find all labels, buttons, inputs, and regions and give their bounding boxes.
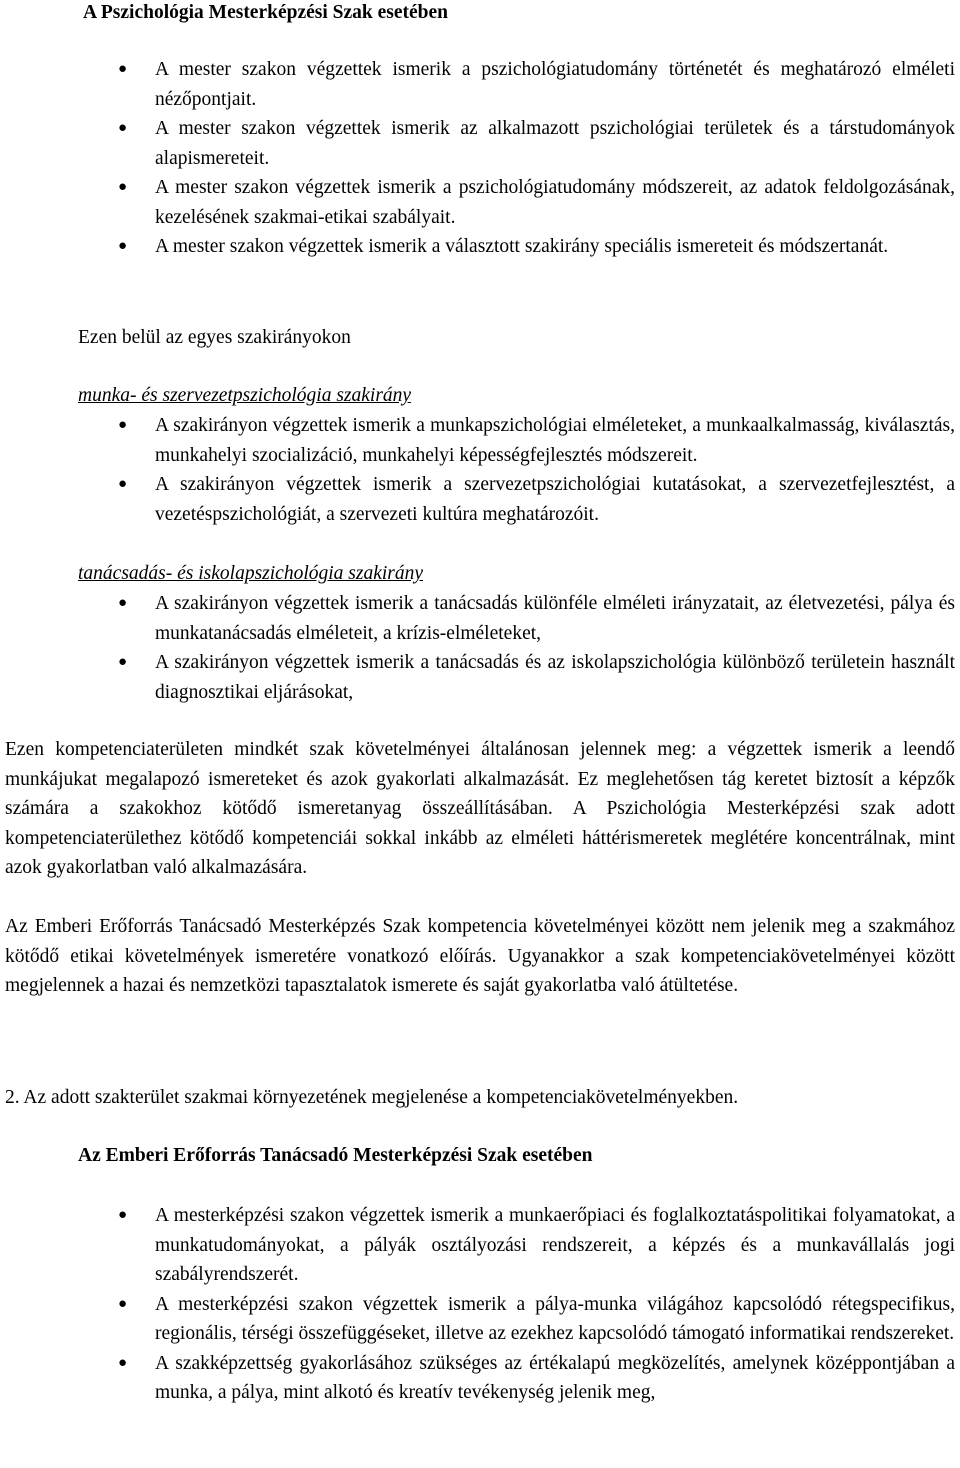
section1-title: A Pszichológia Mesterképzési Szak esetében bbox=[83, 2, 449, 23]
list-item: ● A szakirányon végzettek ismerik a szervezetpszichológiai kutatásokat, a szervezetfejlesztést, a vezetéspszichológiát, a szervezeti kultúra meghatározóit. bbox=[155, 470, 955, 529]
specializations-intro: Ezen belül az egyes szakirányokon bbox=[78, 327, 351, 348]
spec1-title: munka- és szervezetpszichológia szakirány bbox=[78, 385, 412, 406]
bullet-icon: ● bbox=[118, 595, 128, 611]
section2-bullet-list bbox=[118, 1201, 955, 1408]
section1-bullet-list bbox=[118, 55, 955, 262]
section2-numbered-heading: 2. Az adott szakterület szakmai környezetének megjelenése a kompetenciakövetelményekben. bbox=[5, 1087, 739, 1108]
bullet-icon: ● bbox=[118, 238, 128, 254]
list-item: ● A szakképzettség gyakorlásához szükséges az értékalapú megközelítés, amelynek középpontjában a munka, a pálya, mint alkotó és kreatív tevékenység jelenik meg, bbox=[155, 1349, 955, 1408]
bullet-icon: ● bbox=[118, 1207, 128, 1223]
bullet-icon: ● bbox=[118, 417, 128, 433]
section2-title: Az Emberi Erőforrás Tanácsadó Mesterképzési Szak esetében bbox=[78, 1145, 593, 1166]
list-item: ● A szakirányon végzettek ismerik a tanácsadás különféle elméleti irányzatait, az életvezetési, pálya és munkatanácsadás elméleteit, a krízis-elméleteket, bbox=[155, 589, 955, 648]
list-item: ● A mester szakon végzettek ismerik a választott szakirány speciális ismereteit és módszertanát. bbox=[155, 232, 955, 262]
paragraph-hr-ethics: Az Emberi Erőforrás Tanácsadó Mesterképzés Szak kompetencia követelményei között nem jelenik meg a szakmához kötődő etikai követelmények ismeretére vonatkozó előírás. Ugyanakkor a szak kompetenciakövetelményei között megjelennek a hazai és nemzetközi tapasztalatok ismerete és saját gyakorlatba való átültetése. bbox=[5, 916, 955, 996]
paragraph-competence-general: Ezen kompetenciaterületen mindkét szak követelményei általánosan jelennek meg: a végzettek ismerik a leendő munkájukat megalapozó ismereteket és azok gyakorlati alkalmazását. Ez meglehetősen tág keretet biztosít a képzők számára a szakokhoz kötődő ismeretanyag összeállításában. A Pszichológia Mesterképzési szak adott kompetenciaterülethez kötődő kompetenciái sokkal inkább az elméleti háttérismeretek meglétére koncentrálnak, mint azok gyakorlatban való alkalmazására. bbox=[5, 739, 955, 878]
list-item: ● A mester szakon végzettek ismerik a pszichológiatudomány módszereit, az adatok feldolgozásának, kezelésének szakmai-etikai szabályait. bbox=[155, 173, 955, 232]
bullet-icon: ● bbox=[118, 1295, 128, 1312]
list-item: ● A szakirányon végzettek ismerik a tanácsadás és az iskolapszichológia különböző területein használt diagnosztikai eljárásokat, bbox=[155, 648, 955, 707]
list-item: ● A mester szakon végzettek ismerik az alkalmazott pszichológiai területek és a társtudományok alapismereteit. bbox=[155, 114, 955, 173]
list-item: ● A mesterképzési szakon végzettek ismerik a munkaerőpiaci és foglalkoztatáspolitikai folyamatokat, a munkatudományokat, a pályák osztályozási rendszereit, a képzés és a munkavállalás jogi szabályrendszerét. bbox=[155, 1201, 955, 1290]
spec2-bullet-list bbox=[118, 589, 955, 707]
bullet-icon: ● bbox=[118, 61, 128, 77]
list-item: ● A szakirányon végzettek ismerik a munkapszichológiai elméleteket, a munkaalkalmasság, kiválasztás, munkahelyi szocializáció, munkahelyi képességfejlesztés módszereit. bbox=[155, 411, 955, 470]
bullet-icon: ● bbox=[118, 179, 128, 195]
list-item: ● A mesterképzési szakon végzettek ismerik a pálya-munka világához kapcsolódó rétegspecifikus, regionális, térségi összefüggéseket, illetve az ezekhez kapcsolódó támogató informatikai rendszereket. bbox=[155, 1290, 955, 1349]
bullet-icon: ● bbox=[118, 476, 128, 492]
spec1-bullet-list bbox=[118, 411, 955, 529]
bullet-icon: ● bbox=[118, 120, 128, 136]
spec2-title: tanácsadás- és iskolapszichológia szakirány bbox=[78, 563, 424, 584]
bullet-icon: ● bbox=[118, 1354, 128, 1371]
list-item: ● A mester szakon végzettek ismerik a pszichológiatudomány történetét és meghatározó elméleti nézőpontjait. bbox=[155, 55, 955, 114]
bullet-icon: ● bbox=[118, 654, 128, 670]
